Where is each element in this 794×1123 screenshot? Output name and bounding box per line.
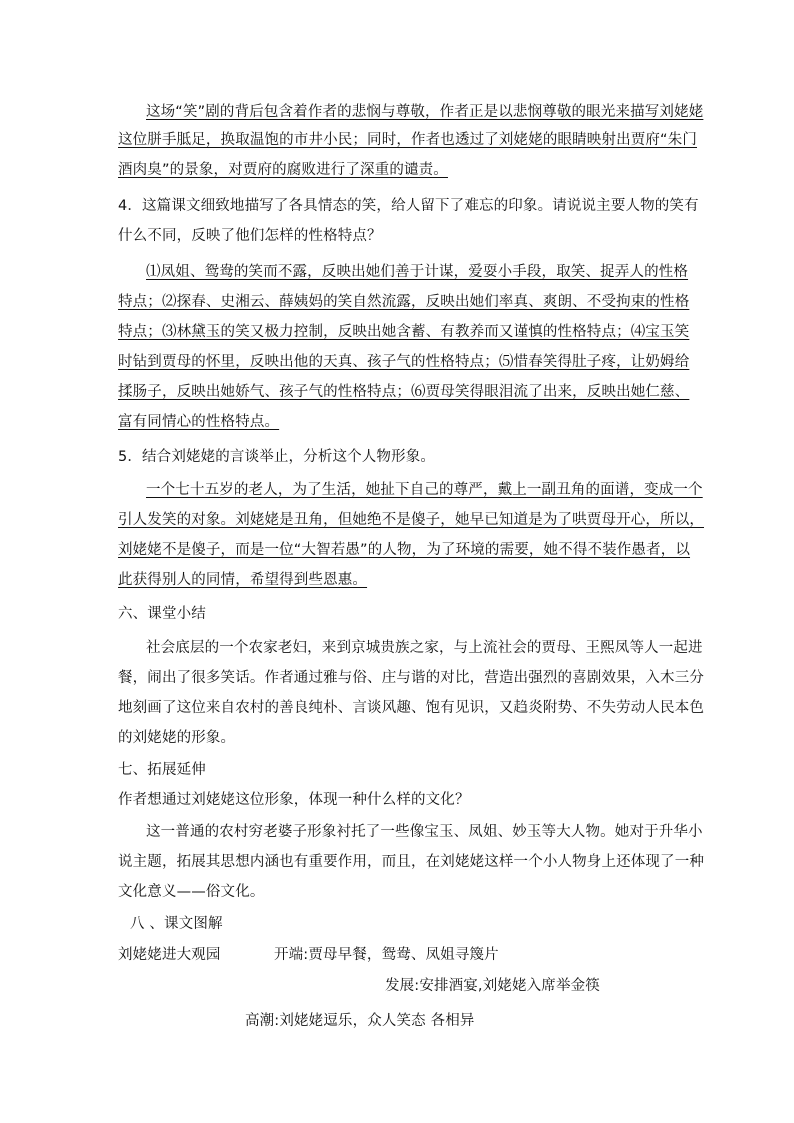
section-7-question: 作者想通过刘姥姥这位形象，体现一种什么样的文化？ (118, 792, 470, 808)
diagram-root: 刘姥姥进大观园 (118, 947, 221, 963)
answer-4-line-4: 时钻到贾母的怀里，反映出他的天真、孩子气的性格特点；⑸惜春笑得肚子疼，让奶姆给 (118, 354, 690, 370)
answer-4-line-6: 富有同情心的性格特点。 (118, 414, 280, 430)
para1-line-2: 这位胼手胝足，换取温饱的市井小民；同时，作者也透过了刘姥姥的眼睛映射出贾府“朱门 (118, 132, 698, 148)
section-7-line-1: 这一普通的农村穷老婆子形象衬托了一些像宝玉、凤姐、妙玉等大人物。她对于升华小 (146, 824, 703, 840)
diagram-climax: 高潮:刘姥姥逗乐，众人笑态 各相异 (245, 1013, 475, 1029)
answer-4-line-2: 特点；⑵探春、史湘云、薛姨妈的笑自然流露，反映出她们率真、爽朗、不受拘束的性格 (118, 294, 690, 310)
answer-4-line-1: ⑴凤姐、鸳鸯的笑而不露，反映出她们善于计谋，爱耍小手段，取笑、捉弄人的性格 (146, 264, 689, 280)
section-7-title: 七、拓展延伸 (118, 762, 206, 778)
answer-5-line-4: 此获得别人的同情，希望得到些恩惠。 (118, 572, 368, 588)
para1-line-3: 酒肉臭”的景象，对贾府的腐败进行了深重的谴责。 (118, 162, 448, 178)
section-6-line-2: 餐，闹出了很多笑话。作者通过雅与俗、庄与谐的对比，营造出强烈的喜剧效果，入木三分 (118, 670, 704, 686)
section-7-line-3: 文化意义——俗文化。 (118, 884, 265, 900)
diagram-development: 发展:安排酒宴,刘姥姥入席举金筷 (385, 978, 600, 994)
question-4-line-1: 4．这篇课文细致地描写了各具情态的笑，给人留下了难忘的印象。请说说主要人物的笑有 (118, 198, 699, 214)
answer-5-line-1: 一个七十五岁的老人，为了生活，她扯下自己的尊严，戴上一副丑角的面谱，变成一个 (146, 482, 703, 498)
answer-5-line-3: 刘姥姥不是傻子，而是一位“大智若愚”的人物，为了环境的需要，她不得不装作愚者，以 (118, 542, 691, 558)
section-6-line-1: 社会底层的一个农家老妇，来到京城贵族之家，与上流社会的贾母、王熙凤等人一起进 (146, 640, 703, 656)
para1-line-1: 这场“笑”剧的背后包含着作者的悲悯与尊敬，作者正是以悲悯尊敬的眼光来描写刘姥姥 (146, 104, 704, 120)
section-6-line-4: 的刘姥姥的形象。 (118, 730, 236, 746)
section-8-title: 八 、课文图解 (130, 916, 223, 932)
diagram-opening: 开端:贾母早餐，鸳鸯、凤姐寻篾片 (274, 947, 499, 963)
section-7-line-2: 说主题，拓展其思想内涵也有重要作用，而且，在刘姥姥这样一个小人物身上还体现了一种 (118, 854, 704, 870)
section-6-title: 六、课堂小结 (118, 606, 206, 622)
answer-4-line-3: 特点；⑶林黛玉的笑又极力控制，反映出她含蓄、有教养而又谨慎的性格特点；⑷宝玉笑 (118, 324, 690, 340)
question-5: 5．结合刘姥姥的言谈举止，分析这个人物形象。 (118, 449, 436, 465)
question-4-line-2: 什么不同，反映了他们怎样的性格特点？ (118, 228, 382, 244)
answer-5-line-2: 引人发笑的对象。刘姥姥是丑角，但她绝不是傻子，她早已知道是为了哄贾母开心，所以， (118, 512, 704, 528)
section-6-line-3: 地刻画了这位来自农村的善良纯朴、言谈风趣、饱有见识，又趋炎附势、不失劳动人民本色 (118, 700, 704, 716)
answer-4-line-5: 揉肠子，反映出她娇气、孩子气的性格特点；⑹贾母笑得眼泪流了出来，反映出她仁慈、 (118, 384, 690, 400)
